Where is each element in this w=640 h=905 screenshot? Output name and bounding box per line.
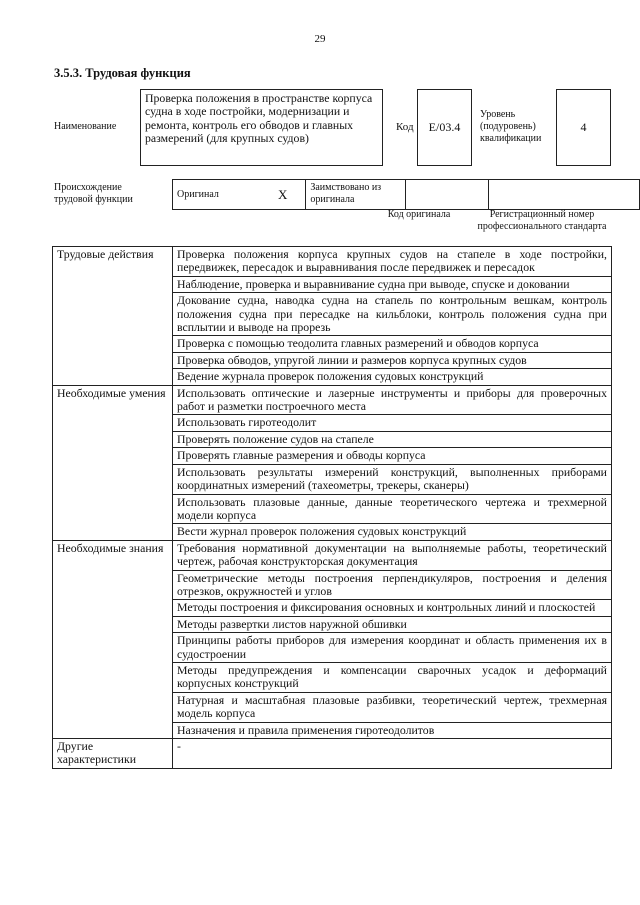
category-cell: Необходимые умения bbox=[53, 385, 173, 540]
table-cell: Методы развертки листов наружной обшивки bbox=[173, 616, 612, 632]
code-value-box: E/03.4 bbox=[417, 89, 472, 166]
table-cell: Проверка с помощью теодолита главных размерений и обводов корпуса bbox=[173, 336, 612, 352]
borrowed-label-line: оригинала bbox=[310, 194, 355, 205]
table-cell: Использовать оптические и лазерные инструменты и приборы для проверочных работ и разметки построечного места bbox=[173, 385, 612, 415]
table-cell: Назначения и правила применения гиротеодолитов bbox=[173, 722, 612, 738]
section-title: 3.5.3. Трудовая функция bbox=[54, 66, 191, 80]
table-cell: Использовать плазовые данные, данные теоретического чертежа и трехмерной модели корпуса bbox=[173, 494, 612, 524]
reg-number-label-line: профессионального стандарта bbox=[477, 221, 607, 232]
original-cell bbox=[173, 180, 275, 210]
table-cell: Методы построения и фиксирования основных и контрольных линий и плоскостей bbox=[173, 600, 612, 616]
category-cell: Трудовые действия bbox=[53, 247, 173, 386]
table-row bbox=[53, 540, 612, 570]
table-cell: Требования нормативной документации на выполняемые работы, теоретический чертеж, рабочая конструкторская документация bbox=[173, 540, 612, 570]
table-cell: Вести журнал проверок положения судовых конструкций bbox=[173, 524, 612, 540]
origin-label-line: трудовой функции bbox=[54, 194, 133, 205]
name-label: Наименование bbox=[54, 121, 117, 132]
reg-number-cell bbox=[489, 180, 640, 210]
table-cell: Методы предупреждения и компенсации сварочных усадок и деформаций корпусных конструкций bbox=[173, 662, 612, 692]
level-label-line: (подуровень) bbox=[480, 121, 536, 132]
table-row bbox=[53, 739, 612, 769]
table-row bbox=[53, 247, 612, 277]
reg-number-label bbox=[462, 209, 622, 233]
table-cell: Геометрические методы построения перпендикуляров, построения и деления отрезков, окружностей и углов bbox=[173, 570, 612, 600]
level-label-line: квалификации bbox=[480, 133, 542, 144]
table-cell: Проверка обводов, упругой линии и размеров корпуса крупных судов bbox=[173, 352, 612, 368]
origin-label-line: Происхождение bbox=[54, 182, 122, 193]
level-label bbox=[480, 109, 541, 145]
function-name-box: Проверка положения в пространстве корпуса судна в ходе постройки, модернизации и ремонта, контроль его обводов и главных размерений (для крупных судов) bbox=[140, 89, 383, 166]
table-row bbox=[53, 385, 612, 415]
table-cell: Проверка положения корпуса крупных судов на стапеле в ходе постройки, передвижек, пересадок и выравнивания после передвижек и пересадок bbox=[173, 247, 612, 277]
table-cell: Ведение журнала проверок положения судовых конструкций bbox=[173, 369, 612, 385]
table-cell: Проверять положение судов на стапеле bbox=[173, 431, 612, 447]
level-value-box: 4 bbox=[556, 89, 611, 166]
code-original-cell bbox=[406, 180, 489, 210]
requirements-table bbox=[52, 246, 612, 769]
category-cell: Другие характеристики bbox=[53, 739, 173, 769]
table-cell: Докование судна, наводка судна на стапель по контрольным вешкам, контроль положения судна при пересадке на кильблоки, контроль положения судна при всплытии и выводе на прорезь bbox=[173, 293, 612, 336]
table-cell: Наблюдение, проверка и выравнивание судна при выводе, спуске и доковании bbox=[173, 276, 612, 292]
table-cell: Проверять главные размерения и обводы корпуса bbox=[173, 448, 612, 464]
page-number: 29 bbox=[314, 33, 326, 45]
origin-table bbox=[172, 179, 640, 210]
table-cell: Натурная и масштабная плазовые разбивки, теоретический чертеж, трехмерная модель корпуса bbox=[173, 692, 612, 722]
original-label: Оригинал bbox=[177, 189, 219, 200]
table-cell: Использовать результаты измерений конструкций, выполненных приборами координатных измерений (тахеометры, трекеры, сканеры) bbox=[173, 464, 612, 494]
table-cell: Принципы работы приборов для измерения координат и область применения их в судостроении bbox=[173, 633, 612, 663]
original-mark: X bbox=[278, 186, 288, 202]
reg-number-label-line: Регистрационный номер bbox=[489, 209, 595, 220]
code-label: Код bbox=[396, 121, 414, 133]
table-cell: Использовать гиротеодолит bbox=[173, 415, 612, 431]
code-original-label: Код оригинала bbox=[387, 209, 451, 220]
borrowed-cell bbox=[306, 180, 406, 210]
borrowed-label-line: Заимствовано из bbox=[310, 182, 382, 193]
table-cell: - bbox=[173, 739, 612, 769]
level-label-line: Уровень bbox=[480, 109, 516, 120]
original-mark-cell bbox=[274, 180, 306, 210]
origin-label bbox=[54, 182, 133, 206]
category-cell: Необходимые знания bbox=[53, 540, 173, 738]
